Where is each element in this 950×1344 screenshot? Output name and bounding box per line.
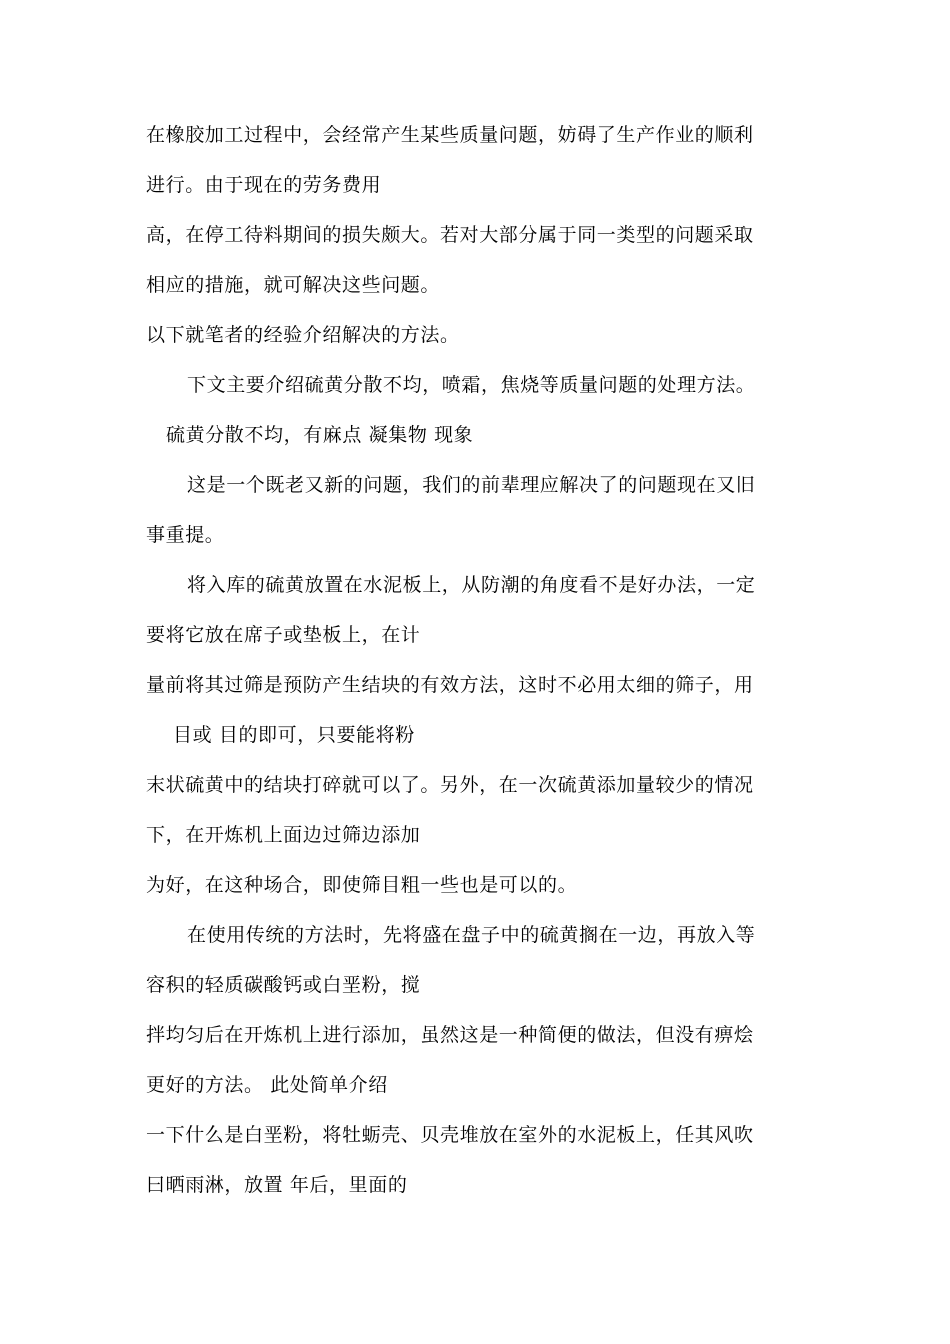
paragraph-line: 相应的措施，就可解决这些问题。	[146, 274, 441, 296]
section-heading: 硫黄分散不均，有麻点 凝集物 现象	[166, 424, 474, 446]
paragraph-line: 拌均匀后在开炼机上进行添加，虽然这是一种简便的做法，但没有痹烩	[146, 1024, 754, 1046]
paragraph-line: 量前将其过筛是预防产生结块的有效方法，这时不必用太细的筛子，用	[146, 674, 754, 696]
paragraph-line: 将入库的硫黄放置在水泥板上，从防潮的角度看不是好办法，一定	[187, 574, 756, 596]
paragraph-line: 目或 目的即可，只要能将粉	[173, 724, 415, 746]
paragraph-line: 为好，在这种场合，即使筛目粗一些也是可以的。	[146, 874, 578, 896]
paragraph-line: 一下什么是白垩粉，将牡蛎壳、贝壳堆放在室外的水泥板上，任其风吹	[146, 1124, 754, 1146]
paragraph-line: 下文主要介绍硫黄分散不均，喷霜，焦烧等质量问题的处理方法。	[187, 374, 756, 396]
paragraph-line: 末状硫黄中的结块打碎就可以了。另外，在一次硫黄添加量较少的情况	[146, 774, 754, 796]
paragraph-line: 曰晒雨淋，放置 年后，里面的	[146, 1174, 408, 1196]
paragraph-line: 更好的方法。 此处简单介绍	[146, 1074, 388, 1096]
paragraph-line: 进行。由于现在的劳务费用	[146, 174, 382, 196]
paragraph-line: 在使用传统的方法时，先将盛在盘子中的硫黄搁在一边，再放入等	[187, 924, 756, 946]
paragraph-line: 以下就笔者的经验介绍解决的方法。	[146, 324, 460, 346]
paragraph-line: 高，在停工待料期间的损失颇大。若对大部分属于同一类型的问题采取	[146, 224, 754, 246]
paragraph-line: 事重提。	[146, 524, 225, 546]
paragraph-line: 在橡胶加工过程中，会经常产生某些质量问题，妨碍了生产作业的顺利	[146, 124, 754, 146]
paragraph-line: 要将它放在席子或垫板上，在计	[146, 624, 421, 646]
paragraph-line: 下，在开炼机上面边过筛边添加	[146, 824, 421, 846]
paragraph-line: 这是一个既老又新的问题，我们的前辈理应解决了的问题现在又旧	[187, 474, 756, 496]
paragraph-line: 容积的轻质碳酸钙或白垩粉，搅	[146, 974, 421, 996]
